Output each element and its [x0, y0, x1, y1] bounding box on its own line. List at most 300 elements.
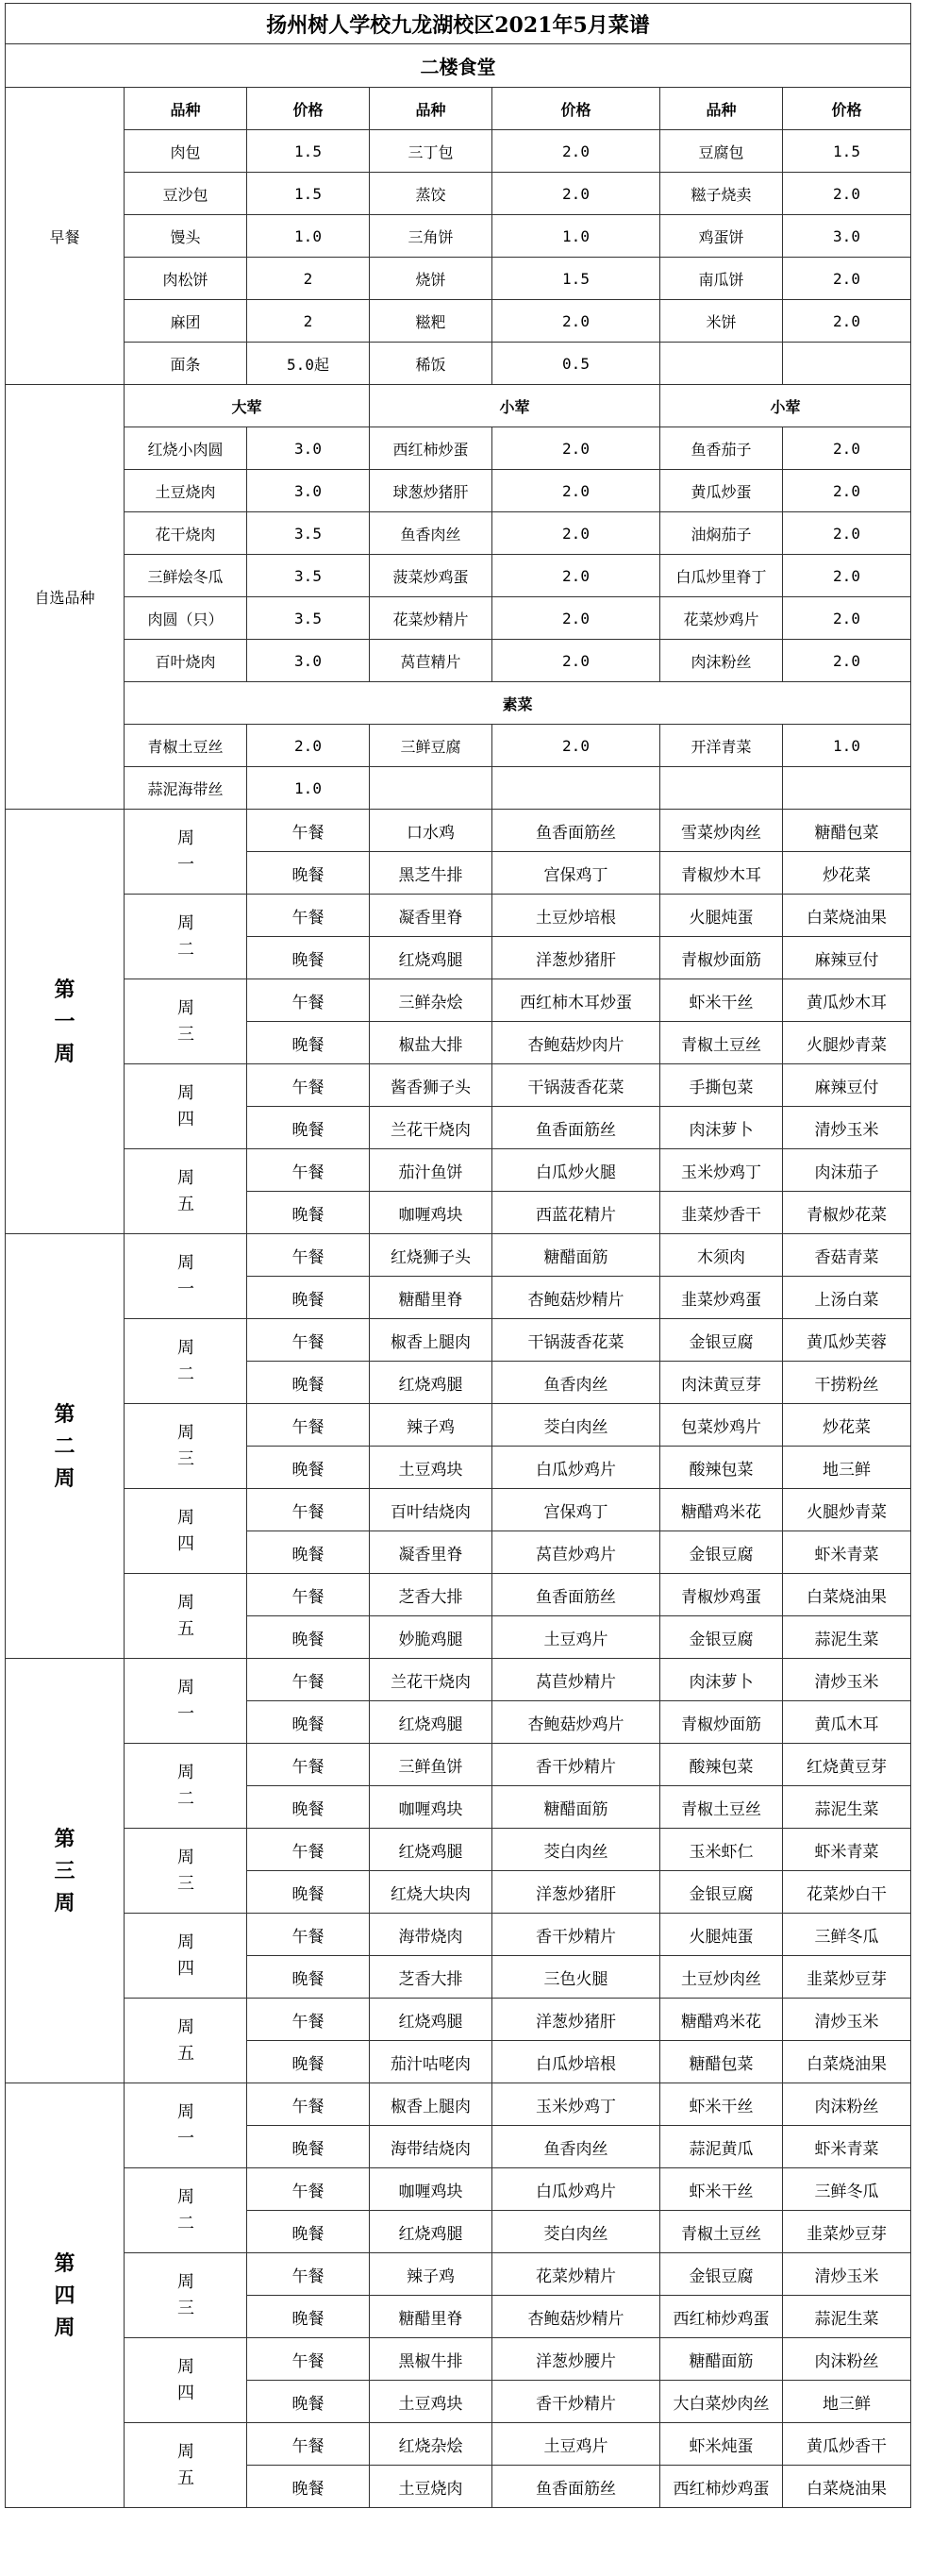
meal-label: 晚餐 — [247, 1192, 370, 1234]
dish-cell: 三鲜杂烩 — [370, 979, 492, 1022]
price-cell: 1.0 — [492, 215, 660, 258]
dish-cell: 火腿炒青菜 — [783, 1489, 911, 1531]
item-cell: 面条 — [125, 343, 247, 385]
dish-cell: 糖醋里脊 — [370, 1277, 492, 1319]
dish-cell: 青椒炒花菜 — [783, 1192, 911, 1234]
day-label: 周三 — [125, 979, 247, 1064]
column-header: 价格 — [783, 88, 911, 130]
meal-label: 午餐 — [247, 1064, 370, 1107]
meal-label: 晚餐 — [247, 2041, 370, 2083]
dish-cell: 咖喱鸡块 — [370, 1786, 492, 1829]
dish-cell: 地三鲜 — [783, 1447, 911, 1489]
meal-label: 晚餐 — [247, 2126, 370, 2168]
dish-cell: 红烧鸡腿 — [370, 937, 492, 979]
dish-cell: 辣子鸡 — [370, 2253, 492, 2296]
dish-cell: 红烧鸡腿 — [370, 2211, 492, 2253]
table-row — [6, 555, 911, 597]
dish-cell: 茄汁鱼饼 — [370, 1149, 492, 1192]
price-cell: 1.0 — [247, 767, 370, 810]
column-header: 小荤 — [370, 385, 660, 427]
dish-cell: 韭菜炒豆芽 — [783, 2211, 911, 2253]
column-header: 品种 — [370, 88, 492, 130]
dish-cell: 火腿炒青菜 — [783, 1022, 911, 1064]
item-cell: 三鲜豆腐 — [370, 725, 492, 767]
day-label: 周三 — [125, 1404, 247, 1489]
dish-cell: 土豆炒肉丝 — [660, 1956, 783, 1999]
section-label-breakfast: 早餐 — [6, 88, 125, 385]
item-cell — [370, 767, 492, 810]
day-label: 周五 — [125, 1574, 247, 1659]
day-label: 周一 — [125, 1659, 247, 1744]
week-label: 第二周 — [6, 1234, 125, 1659]
dish-cell: 红烧鸡腿 — [370, 1701, 492, 1744]
dish-cell: 兰花干烧肉 — [370, 1659, 492, 1701]
page-subtitle: 二楼食堂 — [6, 44, 911, 88]
meal-label: 晚餐 — [247, 1956, 370, 1999]
dish-cell: 茭白肉丝 — [492, 1404, 660, 1447]
dish-cell: 虾米青菜 — [783, 1829, 911, 1871]
dish-cell: 酸辣包菜 — [660, 1744, 783, 1786]
dish-cell: 肉沫萝卜 — [660, 1107, 783, 1149]
dish-cell: 西红柿炒鸡蛋 — [660, 2296, 783, 2338]
item-cell — [660, 767, 783, 810]
price-cell: 3.5 — [247, 555, 370, 597]
dish-cell: 咖喱鸡块 — [370, 2168, 492, 2211]
dish-cell: 糖醋鸡米花 — [660, 1489, 783, 1531]
price-cell — [492, 767, 660, 810]
item-cell: 菠菜炒鸡蛋 — [370, 555, 492, 597]
dish-cell: 清炒玉米 — [783, 2253, 911, 2296]
table-row — [6, 343, 911, 385]
dish-cell: 杏鲍菇炒精片 — [492, 1277, 660, 1319]
page-title: 扬州树人学校九龙湖校区2021年5月菜谱 — [6, 4, 911, 44]
price-cell: 2.0 — [247, 725, 370, 767]
dish-cell: 虾米炖蛋 — [660, 2423, 783, 2466]
dish-cell: 土豆炒培根 — [492, 895, 660, 937]
column-header: 素菜 — [125, 682, 911, 725]
dish-cell: 玉米炒鸡丁 — [660, 1149, 783, 1192]
dish-cell: 白菜烧油果 — [783, 1574, 911, 1616]
dish-cell: 洋葱炒猪肝 — [492, 1999, 660, 2041]
column-header: 价格 — [492, 88, 660, 130]
meal-label: 午餐 — [247, 1319, 370, 1362]
item-cell: 青椒土豆丝 — [125, 725, 247, 767]
dish-cell: 炒花菜 — [783, 1404, 911, 1447]
column-header: 品种 — [660, 88, 783, 130]
table-row — [6, 215, 911, 258]
dish-cell: 白瓜炒鸡片 — [492, 2168, 660, 2211]
table-row — [6, 767, 911, 810]
dish-cell: 肉沫萝卜 — [660, 1659, 783, 1701]
item-cell: 稀饭 — [370, 343, 492, 385]
meal-label: 晚餐 — [247, 852, 370, 895]
item-cell: 球葱炒猪肝 — [370, 470, 492, 512]
item-cell: 麻团 — [125, 300, 247, 343]
day-label: 周五 — [125, 1999, 247, 2083]
dish-cell: 金银豆腐 — [660, 2253, 783, 2296]
price-cell: 2.0 — [783, 555, 911, 597]
meal-label: 晚餐 — [247, 2466, 370, 2508]
meal-label: 午餐 — [247, 1999, 370, 2041]
item-cell: 鸡蛋饼 — [660, 215, 783, 258]
price-cell: 2.0 — [783, 173, 911, 215]
item-cell: 花干烧肉 — [125, 512, 247, 555]
item-cell — [660, 343, 783, 385]
dish-cell: 肉沫粉丝 — [783, 2338, 911, 2381]
dish-cell: 宫保鸡丁 — [492, 852, 660, 895]
day-label: 周二 — [125, 1319, 247, 1404]
dish-cell: 洋葱炒猪肝 — [492, 1871, 660, 1914]
price-cell: 1.5 — [247, 173, 370, 215]
dish-cell: 火腿炖蛋 — [660, 1914, 783, 1956]
dish-cell: 土豆鸡片 — [492, 2423, 660, 2466]
item-cell: 鱼香肉丝 — [370, 512, 492, 555]
section-label-selfselect: 自选品种 — [6, 385, 125, 810]
dish-cell: 虾米干丝 — [660, 2168, 783, 2211]
item-cell: 三角饼 — [370, 215, 492, 258]
dish-cell: 肉沫粉丝 — [783, 2083, 911, 2126]
meal-label: 晚餐 — [247, 2296, 370, 2338]
dish-cell: 红烧大块肉 — [370, 1871, 492, 1914]
meal-label: 晚餐 — [247, 1701, 370, 1744]
dish-cell: 糖醋包菜 — [660, 2041, 783, 2083]
dish-cell: 西蓝花精片 — [492, 1192, 660, 1234]
item-cell: 花菜炒鸡片 — [660, 597, 783, 640]
dish-cell: 鱼香面筋丝 — [492, 1574, 660, 1616]
item-cell: 肉包 — [125, 130, 247, 173]
dish-cell: 青椒土豆丝 — [660, 1786, 783, 1829]
dish-cell: 青椒土豆丝 — [660, 1022, 783, 1064]
meal-label: 午餐 — [247, 1574, 370, 1616]
dish-cell: 红烧鸡腿 — [370, 1829, 492, 1871]
dish-cell: 茭白肉丝 — [492, 2211, 660, 2253]
meal-label: 晚餐 — [247, 2381, 370, 2423]
dish-cell: 白瓜炒鸡片 — [492, 1447, 660, 1489]
table-row — [6, 88, 911, 130]
dish-cell: 玉米炒鸡丁 — [492, 2083, 660, 2126]
item-cell: 百叶烧肉 — [125, 640, 247, 682]
week-label: 第三周 — [6, 1659, 125, 2083]
meal-label: 晚餐 — [247, 1616, 370, 1659]
dish-cell: 芝香大排 — [370, 1956, 492, 1999]
dish-cell: 三鲜冬瓜 — [783, 2168, 911, 2211]
item-cell: 土豆烧肉 — [125, 470, 247, 512]
meal-label: 午餐 — [247, 1149, 370, 1192]
item-cell: 烧饼 — [370, 258, 492, 300]
dish-cell: 麻辣豆付 — [783, 1064, 911, 1107]
day-label: 周二 — [125, 1744, 247, 1829]
item-cell: 肉圆（只） — [125, 597, 247, 640]
dish-cell: 杏鲍菇炒鸡片 — [492, 1701, 660, 1744]
dish-cell: 花菜炒白干 — [783, 1871, 911, 1914]
dish-cell: 青椒炒面筋 — [660, 1701, 783, 1744]
dish-cell: 糖醋面筋 — [492, 1234, 660, 1277]
dish-cell: 百叶结烧肉 — [370, 1489, 492, 1531]
dish-cell: 雪菜炒肉丝 — [660, 810, 783, 852]
dish-cell: 糖醋包菜 — [783, 810, 911, 852]
meal-label: 午餐 — [247, 2253, 370, 2296]
dish-cell: 茄汁咕咾肉 — [370, 2041, 492, 2083]
meal-label: 晚餐 — [247, 1277, 370, 1319]
table-row — [6, 810, 911, 852]
dish-cell: 妙脆鸡腿 — [370, 1616, 492, 1659]
price-cell: 3.0 — [247, 470, 370, 512]
dish-cell: 西红柿炒鸡蛋 — [660, 2466, 783, 2508]
price-cell: 2 — [247, 300, 370, 343]
dish-cell: 鱼香面筋丝 — [492, 1107, 660, 1149]
item-cell: 糍子烧卖 — [660, 173, 783, 215]
dish-cell: 韭菜炒香干 — [660, 1192, 783, 1234]
dish-cell: 上汤白菜 — [783, 1277, 911, 1319]
dish-cell: 干捞粉丝 — [783, 1362, 911, 1404]
dish-cell: 椒香上腿肉 — [370, 2083, 492, 2126]
dish-cell: 海带烧肉 — [370, 1914, 492, 1956]
table-row — [6, 1574, 911, 1616]
dish-cell: 肉沫黄豆芽 — [660, 1362, 783, 1404]
dish-cell: 虾米青菜 — [783, 2126, 911, 2168]
meal-label: 午餐 — [247, 2338, 370, 2381]
price-cell: 2.0 — [492, 640, 660, 682]
week-label: 第一周 — [6, 810, 125, 1234]
price-cell: 2.0 — [783, 597, 911, 640]
price-cell: 2.0 — [492, 512, 660, 555]
dish-cell: 炒花菜 — [783, 852, 911, 895]
price-cell: 2.0 — [492, 173, 660, 215]
item-cell: 三鲜烩冬瓜 — [125, 555, 247, 597]
dish-cell: 糖醋面筋 — [492, 1786, 660, 1829]
price-cell: 2.0 — [492, 597, 660, 640]
meal-label: 晚餐 — [247, 1107, 370, 1149]
dish-cell: 兰花干烧肉 — [370, 1107, 492, 1149]
item-cell: 西红柿炒蛋 — [370, 427, 492, 470]
day-label: 周三 — [125, 1829, 247, 1914]
dish-cell: 口水鸡 — [370, 810, 492, 852]
meal-label: 晚餐 — [247, 2211, 370, 2253]
dish-cell: 黄瓜炒芙蓉 — [783, 1319, 911, 1362]
table-row — [6, 512, 911, 555]
dish-cell: 糖醋鸡米花 — [660, 1999, 783, 2041]
table-row — [6, 2423, 911, 2466]
meal-label: 晚餐 — [247, 1786, 370, 1829]
price-cell: 5.0起 — [247, 343, 370, 385]
price-cell: 1.5 — [783, 130, 911, 173]
table-row — [6, 1489, 911, 1531]
price-cell: 2.0 — [492, 725, 660, 767]
price-cell — [783, 343, 911, 385]
dish-cell: 糖醋面筋 — [660, 2338, 783, 2381]
dish-cell: 咖喱鸡块 — [370, 1192, 492, 1234]
table-row — [6, 173, 911, 215]
dish-cell: 芝香大排 — [370, 1574, 492, 1616]
item-cell: 糍粑 — [370, 300, 492, 343]
table-row — [6, 725, 911, 767]
price-cell: 2.0 — [783, 258, 911, 300]
meal-label: 晚餐 — [247, 1531, 370, 1574]
price-cell: 2.0 — [492, 427, 660, 470]
day-label: 周四 — [125, 1914, 247, 1999]
dish-cell: 宫保鸡丁 — [492, 1489, 660, 1531]
table-row — [6, 385, 911, 427]
table-row — [6, 2083, 911, 2126]
dish-cell: 青椒炒木耳 — [660, 852, 783, 895]
day-label: 周四 — [125, 2338, 247, 2423]
dish-cell: 金银豆腐 — [660, 1616, 783, 1659]
meal-label: 午餐 — [247, 1489, 370, 1531]
price-cell: 2.0 — [492, 555, 660, 597]
table-row — [6, 979, 911, 1022]
table-row — [6, 2168, 911, 2211]
price-cell: 2.0 — [783, 300, 911, 343]
dish-cell: 红烧狮子头 — [370, 1234, 492, 1277]
dish-cell: 白菜烧油果 — [783, 2466, 911, 2508]
table-row — [6, 1234, 911, 1277]
table-row — [6, 682, 911, 725]
item-cell: 白瓜炒里脊丁 — [660, 555, 783, 597]
meal-label: 午餐 — [247, 1914, 370, 1956]
item-cell: 鱼香茄子 — [660, 427, 783, 470]
dish-cell: 木须肉 — [660, 1234, 783, 1277]
dish-cell: 辣子鸡 — [370, 1404, 492, 1447]
dish-cell: 土豆鸡块 — [370, 2381, 492, 2423]
dish-cell: 干锅菠香花菜 — [492, 1064, 660, 1107]
price-cell: 2.0 — [492, 130, 660, 173]
dish-cell: 香菇青菜 — [783, 1234, 911, 1277]
dish-cell: 虾米干丝 — [660, 2083, 783, 2126]
price-cell: 2.0 — [783, 640, 911, 682]
day-label: 周一 — [125, 2083, 247, 2168]
dish-cell: 黑芝牛排 — [370, 852, 492, 895]
dish-cell: 金银豆腐 — [660, 1531, 783, 1574]
table-row — [6, 2253, 911, 2296]
meal-label: 午餐 — [247, 1659, 370, 1701]
table-row — [6, 130, 911, 173]
dish-cell: 白菜烧油果 — [783, 2041, 911, 2083]
table-row — [6, 2338, 911, 2381]
dish-cell: 清炒玉米 — [783, 1107, 911, 1149]
dish-cell: 三色火腿 — [492, 1956, 660, 1999]
day-label: 周三 — [125, 2253, 247, 2338]
dish-cell: 椒盐大排 — [370, 1022, 492, 1064]
dish-cell: 大白菜炒肉丝 — [660, 2381, 783, 2423]
meal-label: 午餐 — [247, 1829, 370, 1871]
dish-cell: 茭白肉丝 — [492, 1829, 660, 1871]
dish-cell: 虾米干丝 — [660, 979, 783, 1022]
day-label: 周二 — [125, 895, 247, 979]
dish-cell: 肉沫茄子 — [783, 1149, 911, 1192]
price-cell: 1.0 — [247, 215, 370, 258]
dish-cell: 香干炒精片 — [492, 2381, 660, 2423]
dish-cell: 白菜烧油果 — [783, 895, 911, 937]
day-label: 周一 — [125, 810, 247, 895]
dish-cell: 蒜泥生菜 — [783, 2296, 911, 2338]
item-cell: 豆腐包 — [660, 130, 783, 173]
day-label: 周二 — [125, 2168, 247, 2253]
dish-cell: 蒜泥生菜 — [783, 1786, 911, 1829]
dish-cell: 三鲜冬瓜 — [783, 1914, 911, 1956]
item-cell: 红烧小肉圆 — [125, 427, 247, 470]
meal-label: 晚餐 — [247, 1871, 370, 1914]
item-cell: 油焖茄子 — [660, 512, 783, 555]
table-row — [6, 1829, 911, 1871]
item-cell: 米饼 — [660, 300, 783, 343]
table-row — [6, 4, 911, 44]
meal-label: 午餐 — [247, 979, 370, 1022]
meal-label: 午餐 — [247, 895, 370, 937]
dish-cell: 土豆鸡片 — [492, 1616, 660, 1659]
dish-cell: 鱼香肉丝 — [492, 1362, 660, 1404]
price-cell — [783, 767, 911, 810]
dish-cell: 包菜炒鸡片 — [660, 1404, 783, 1447]
dish-cell: 金银豆腐 — [660, 1319, 783, 1362]
dish-cell: 土豆烧肉 — [370, 2466, 492, 2508]
meal-label: 晚餐 — [247, 1022, 370, 1064]
dish-cell: 手撕包菜 — [660, 1064, 783, 1107]
item-cell: 蒜泥海带丝 — [125, 767, 247, 810]
table-row — [6, 895, 911, 937]
dish-cell: 鱼香面筋丝 — [492, 2466, 660, 2508]
dish-cell: 香干炒精片 — [492, 1744, 660, 1786]
dish-cell: 干锅菠香花菜 — [492, 1319, 660, 1362]
table-row — [6, 1149, 911, 1192]
table-row — [6, 427, 911, 470]
item-cell: 豆沙包 — [125, 173, 247, 215]
item-cell: 馒头 — [125, 215, 247, 258]
dish-cell: 洋葱炒猪肝 — [492, 937, 660, 979]
dish-cell: 麻辣豆付 — [783, 937, 911, 979]
dish-cell: 青椒土豆丝 — [660, 2211, 783, 2253]
price-cell: 1.5 — [492, 258, 660, 300]
day-label: 周四 — [125, 1489, 247, 1574]
column-header: 价格 — [247, 88, 370, 130]
week-label: 第四周 — [6, 2083, 125, 2508]
price-cell: 3.5 — [247, 597, 370, 640]
column-header: 小荤 — [660, 385, 911, 427]
price-cell: 2.0 — [783, 470, 911, 512]
dish-cell: 韭菜炒豆芽 — [783, 1956, 911, 1999]
dish-cell: 清炒玉米 — [783, 1659, 911, 1701]
dish-cell: 鱼香肉丝 — [492, 2126, 660, 2168]
meal-label: 午餐 — [247, 2168, 370, 2211]
price-cell: 2.0 — [783, 512, 911, 555]
table-row — [6, 597, 911, 640]
price-cell: 1.0 — [783, 725, 911, 767]
price-cell: 3.0 — [247, 640, 370, 682]
day-label: 周五 — [125, 1149, 247, 1234]
meal-label: 晚餐 — [247, 937, 370, 979]
dish-cell: 三鲜鱼饼 — [370, 1744, 492, 1786]
table-row — [6, 1999, 911, 2041]
item-cell: 三丁包 — [370, 130, 492, 173]
dish-cell: 青椒炒鸡蛋 — [660, 1574, 783, 1616]
day-label: 周五 — [125, 2423, 247, 2508]
dish-cell: 酸辣包菜 — [660, 1447, 783, 1489]
price-cell: 3.0 — [783, 215, 911, 258]
meal-label: 午餐 — [247, 810, 370, 852]
dish-cell: 青椒炒面筋 — [660, 937, 783, 979]
table-row — [6, 1064, 911, 1107]
meal-label: 午餐 — [247, 1234, 370, 1277]
dish-cell: 蒜泥黄瓜 — [660, 2126, 783, 2168]
dish-cell: 西红柿木耳炒蛋 — [492, 979, 660, 1022]
dish-cell: 地三鲜 — [783, 2381, 911, 2423]
column-header: 品种 — [125, 88, 247, 130]
table-row — [6, 1744, 911, 1786]
dish-cell: 酱香狮子头 — [370, 1064, 492, 1107]
dish-cell: 香干炒精片 — [492, 1914, 660, 1956]
meal-label: 午餐 — [247, 1744, 370, 1786]
dish-cell: 黄瓜炒木耳 — [783, 979, 911, 1022]
dish-cell: 韭菜炒鸡蛋 — [660, 1277, 783, 1319]
